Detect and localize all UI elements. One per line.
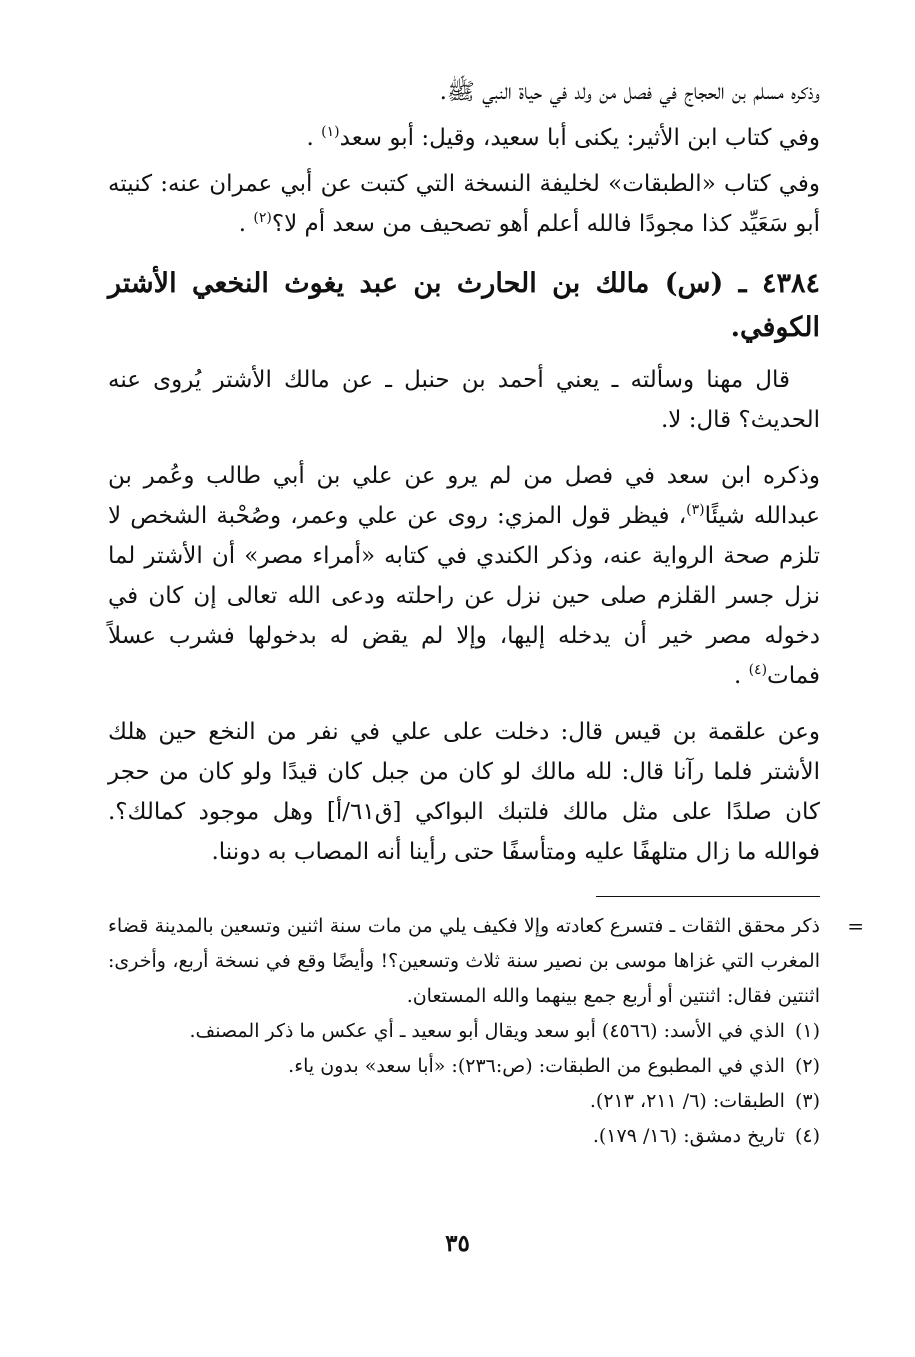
paragraph-muslim [108, 72, 820, 112]
paragraph-alqama: وعن علقمة بن قيس قال: دخلت على علي في نفر من النخع حين هلك الأشتر فلما رآنا قال: لله مالك لو كان من جبل كان قيدًا ولو كان من حجر كان صلدًا على مثل مالك فلتبك البواكي [ق٦١/أ] وهل موجود كمالك؟. فوالله ما زال متلهفًا عليه ومتأسفًا حتى رأينا أنه المصاب به دوننا. [108, 719, 820, 865]
continuation-mark: = [847, 914, 864, 938]
paragraph-ibn-athir [108, 118, 820, 158]
footnote-ref-3[interactable]: (٣) [686, 502, 705, 518]
page-number: ٣٥ [445, 1230, 470, 1257]
entry-heading: ٤٣٨٤ ـ (س) مالك بن الحارث بن عبد يغوث النخعي الأشتر الكوفي. [108, 268, 820, 343]
footnote-number: (٣) [794, 1090, 820, 1112]
footnote-text: تاريخ دمشق: (١٦/ ١٧٩). [592, 1125, 785, 1147]
footnotes [108, 909, 864, 1154]
footnote-number: (١) [794, 1020, 820, 1042]
footnote-number: (٢) [794, 1055, 820, 1077]
paragraph-ibn-saad [108, 456, 820, 696]
end-dot: . [733, 663, 749, 689]
footnote-text: الذي في الأسد: (٤٥٦٦) أبو سعد ويقال أبو سعيد ـ أي عكس ما ذكر المصنف. [189, 1020, 785, 1042]
footnote-separator [596, 896, 820, 897]
paragraph-text: وفي كتاب «الطبقات» لخليفة النسخة التي كتبت عن أبي عمران عنه: كنيته أبو سَعَيِّد كذا مجودًا فالله أعلم أهو تصحيف من سعد أم لا؟ [108, 171, 820, 237]
footnote-ref-1[interactable]: (١) [321, 124, 340, 140]
footnote-number: (٤) [794, 1125, 820, 1147]
paragraph-text: وذكره ابن سعد في فصل من لم يرو عن علي بن أبي طالب وعُمر بن عبدالله شيئًا [108, 463, 820, 529]
paragraph-text: وفي كتاب ابن الأثير: يكنى أبا سعيد، وقيل: أبو سعد [339, 125, 820, 151]
book-page [108, 72, 864, 1154]
footnote-1 [108, 1014, 820, 1049]
footnote-2 [108, 1049, 820, 1084]
paragraph-text: ، فيظر قول المزي: روى عن علي وعمر، وصُحْبة الشخص لا تلزم صحة الرواية عنه، وذكر الكندي في كتابه «أمراء مصر» أن الأشتر لما نزل جسر القلزم صلى حين نزل عن راحلته ودعى الله تعالى إن كان في دخوله مصر خير أن يدخله إليها، وإلا لم يقض له بدخولها فشرب عسلاً فمات [108, 503, 820, 689]
footnote-ref-2[interactable]: (٢) [253, 210, 272, 226]
end-dot: . [306, 125, 322, 151]
footnote-text: الذي في المطبوع من الطبقات: (ص:٢٣٦): «أبا سعد» بدون ياء. [288, 1055, 785, 1077]
footnote-continuation [108, 909, 864, 1014]
paragraph-muhanna: قال مهنا وسألته ـ يعني أحمد بن حنبل ـ عن مالك الأشتر يُروى عنه الحديث؟ قال: لا. [108, 367, 820, 433]
paragraph-tabaqat [108, 164, 820, 244]
footnote-ref-4[interactable]: (٤) [748, 662, 768, 678]
footnote-text: الطبقات: (٦/ ٢١١، ٢١٣). [589, 1090, 785, 1112]
footnote-text: ذكر محقق الثقات ـ فتسرع كعادته وإلا فكيف يلي من مات سنة اثنين وتسعين بالمدينة قضاء المغرب التي غزاها موسى بن نصير سنة ثلاث وتسعين؟! وأيضًا وقع في نسخة أربع، وأخرى: اثنتين فقال: اثنتين أو أربع جمع بينهما والله المستعان. [108, 915, 820, 1007]
end-dot: . [238, 211, 254, 237]
footnote-4 [108, 1119, 820, 1154]
paragraph-text: وذكره مسلم بن الحجاج في فصل من ولد في حياة النبي ﷺ. [439, 79, 820, 105]
footnote-3 [108, 1084, 820, 1119]
